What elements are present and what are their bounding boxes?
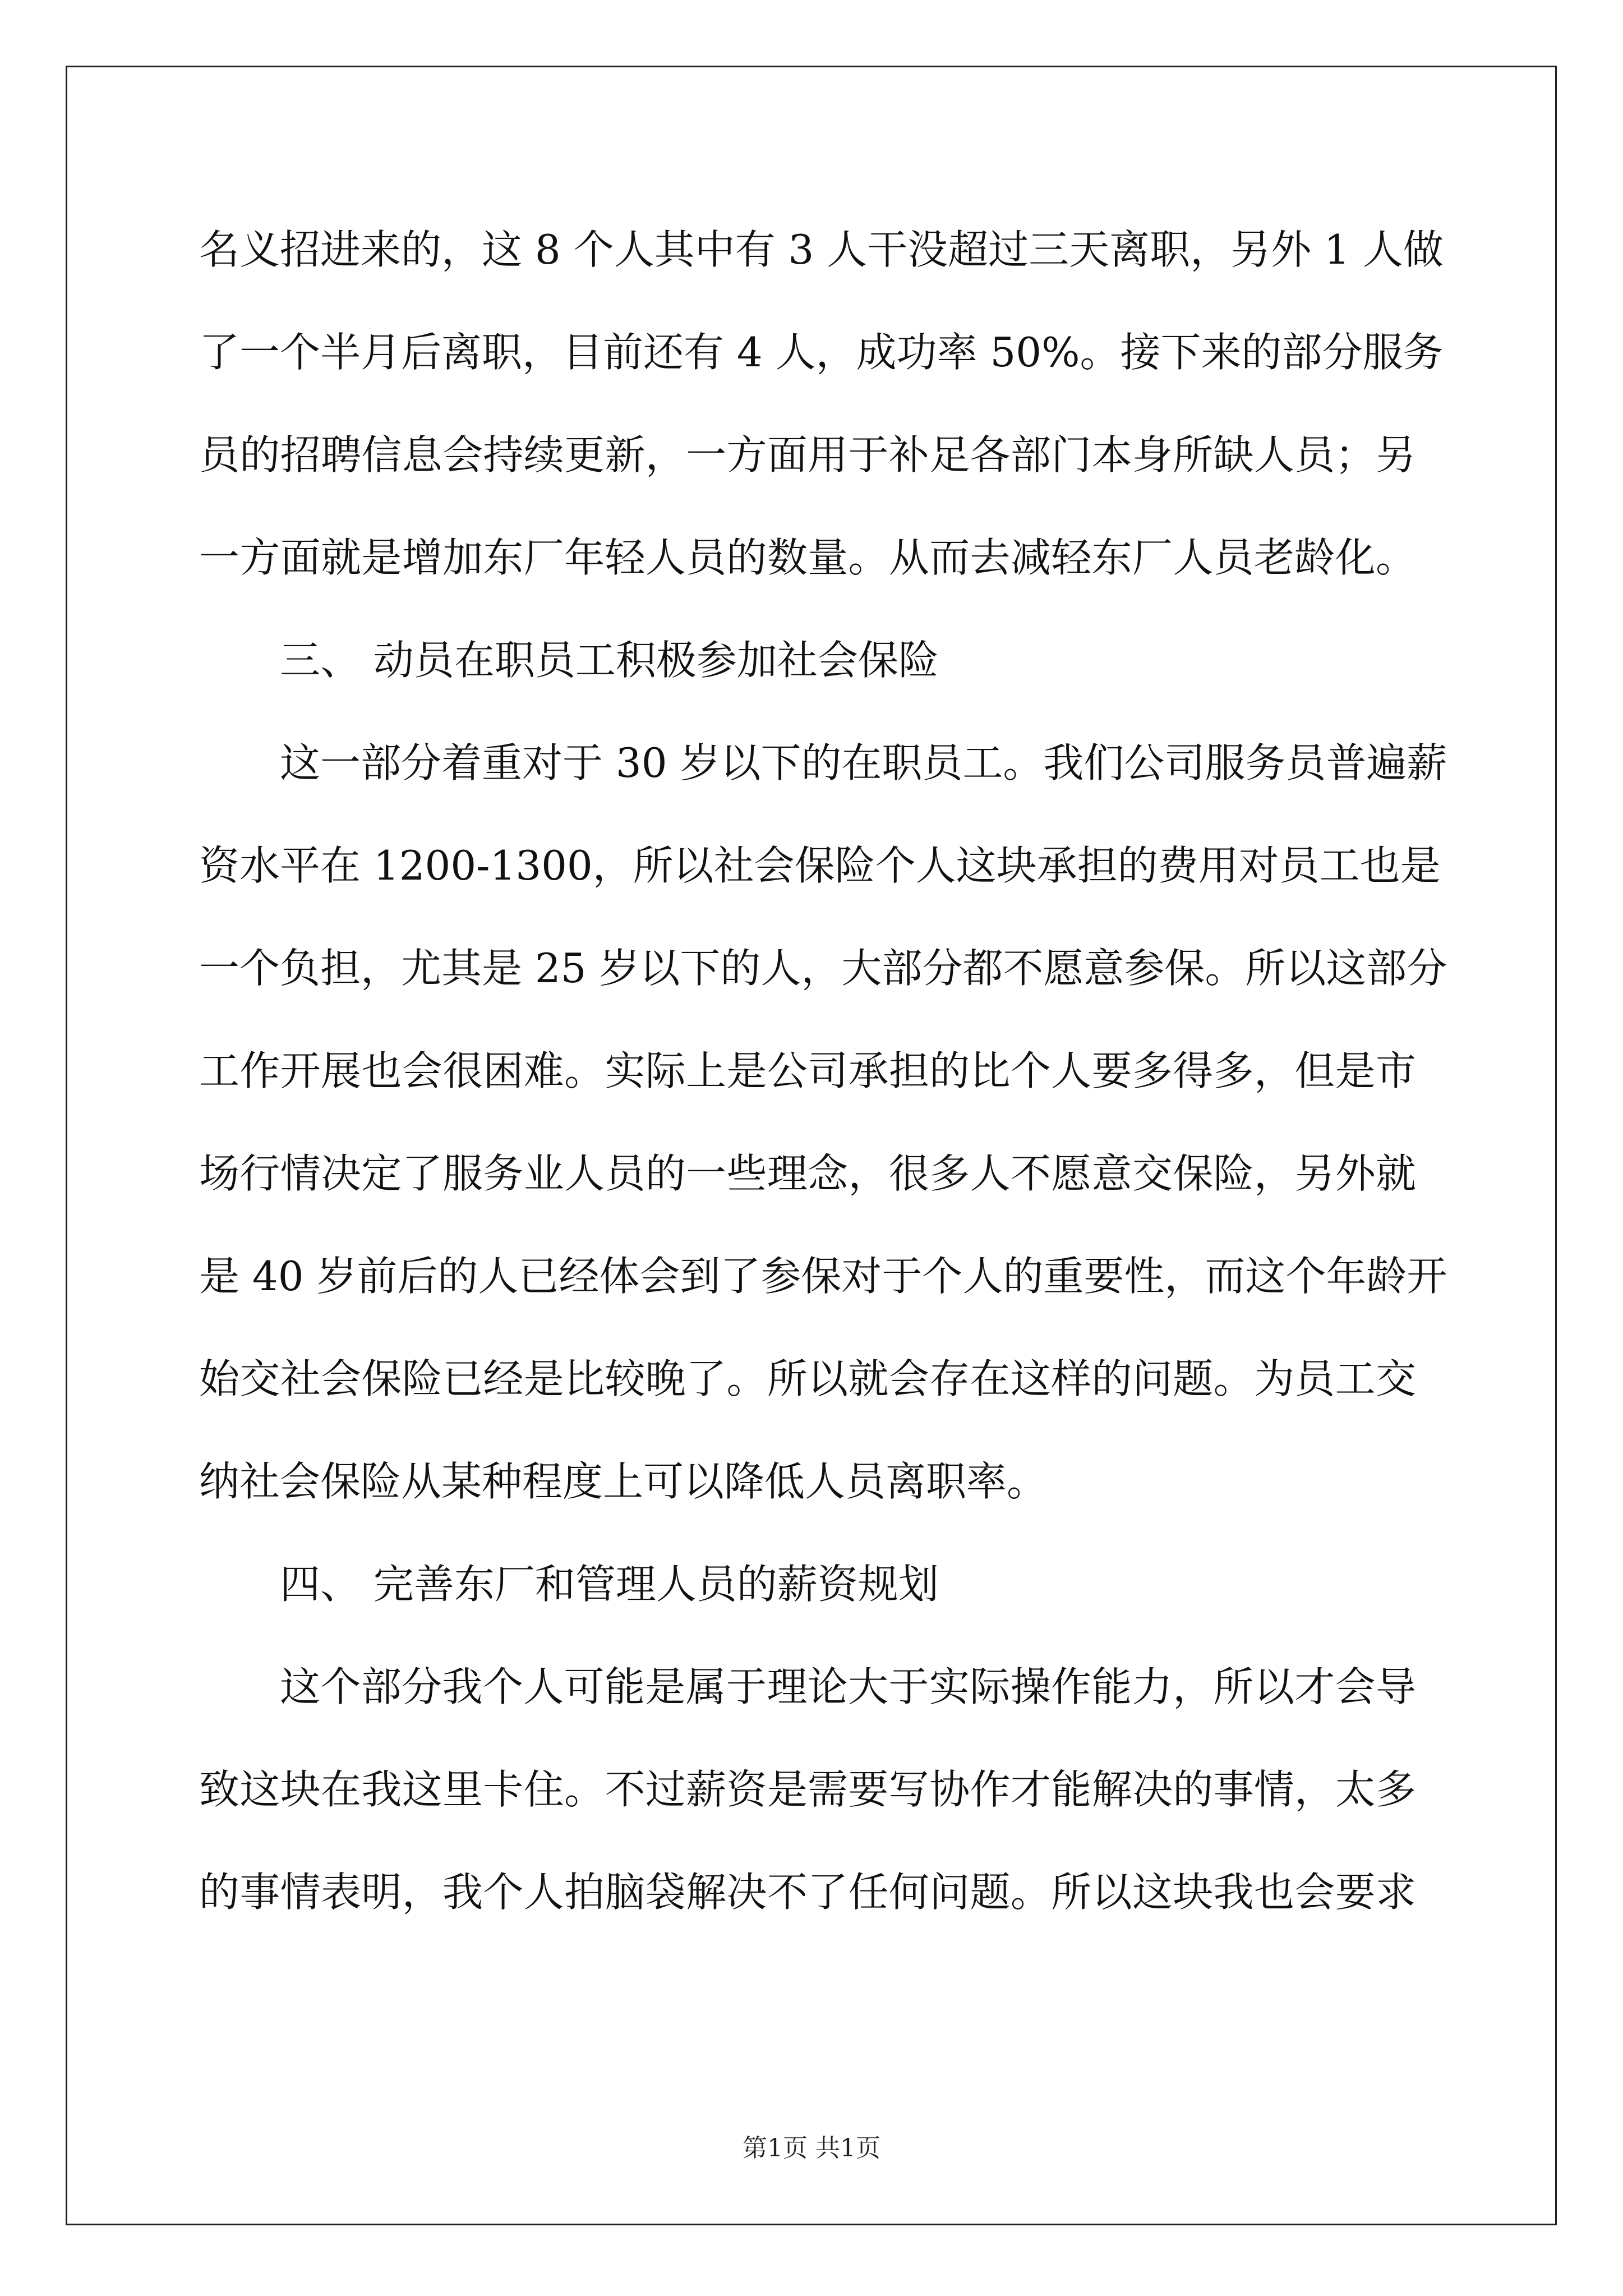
text-line: 名义招进来的，这 8 个人其中有 3 人干没超过三天离职，另外 1 人做 [199, 226, 1444, 273]
text-line: 这一部分着重对于 30 岁以下的在职员工。我们公司服务员普遍薪 [280, 739, 1447, 786]
text-line: 工作开展也会很困难。实际上是公司承担的比个人要多得多，但是市 [199, 1047, 1416, 1094]
page-footer: 第1页 共1页 [743, 2134, 880, 2162]
text-line: 场行情决定了服务业人员的一些理念，很多人不愿意交保险，另外就 [199, 1150, 1416, 1197]
text-line: 致这块在我这里卡住。不过薪资是需要写协作才能解决的事情，太多 [199, 1766, 1416, 1813]
document-body [199, 216, 1447, 1961]
text-line: 了一个半月后离职，目前还有 4 人，成功率 50%。接下来的部分服务 [199, 329, 1444, 376]
text-line: 一个负担，尤其是 25 岁以下的人，大部分都不愿意参保。所以这部分 [199, 945, 1447, 992]
text-line: 员的招聘信息会持续更新，一方面用于补足各部门本身所缺人员；另 [199, 431, 1416, 478]
text-line: 是 40 岁前后的人已经体会到了参保对于个人的重要性，而这个年龄开 [199, 1253, 1447, 1300]
text-line: 资水平在 1200-1300，所以社会保险个人这块承担的费用对员工也是 [199, 842, 1441, 889]
text-line: 始交社会保险已经是比较晚了。所以就会存在这样的问题。为员工交 [199, 1355, 1416, 1402]
text-line: 的事情表明，我个人拍脑袋解决不了任何问题。所以这块我也会要求 [199, 1869, 1416, 1916]
section-heading: 三、 动员在职员工积极参加社会保险 [280, 637, 939, 684]
text-line: 这个部分我个人可能是属于理论大于实际操作能力，所以才会导 [280, 1663, 1416, 1710]
text-line: 一方面就是增加东厂年轻人员的数量。从而去减轻东厂人员老龄化。 [199, 534, 1416, 581]
text-line: 纳社会保险从某种程度上可以降低人员离职率。 [199, 1458, 1048, 1505]
section-heading: 四、 完善东厂和管理人员的薪资规划 [280, 1561, 939, 1608]
